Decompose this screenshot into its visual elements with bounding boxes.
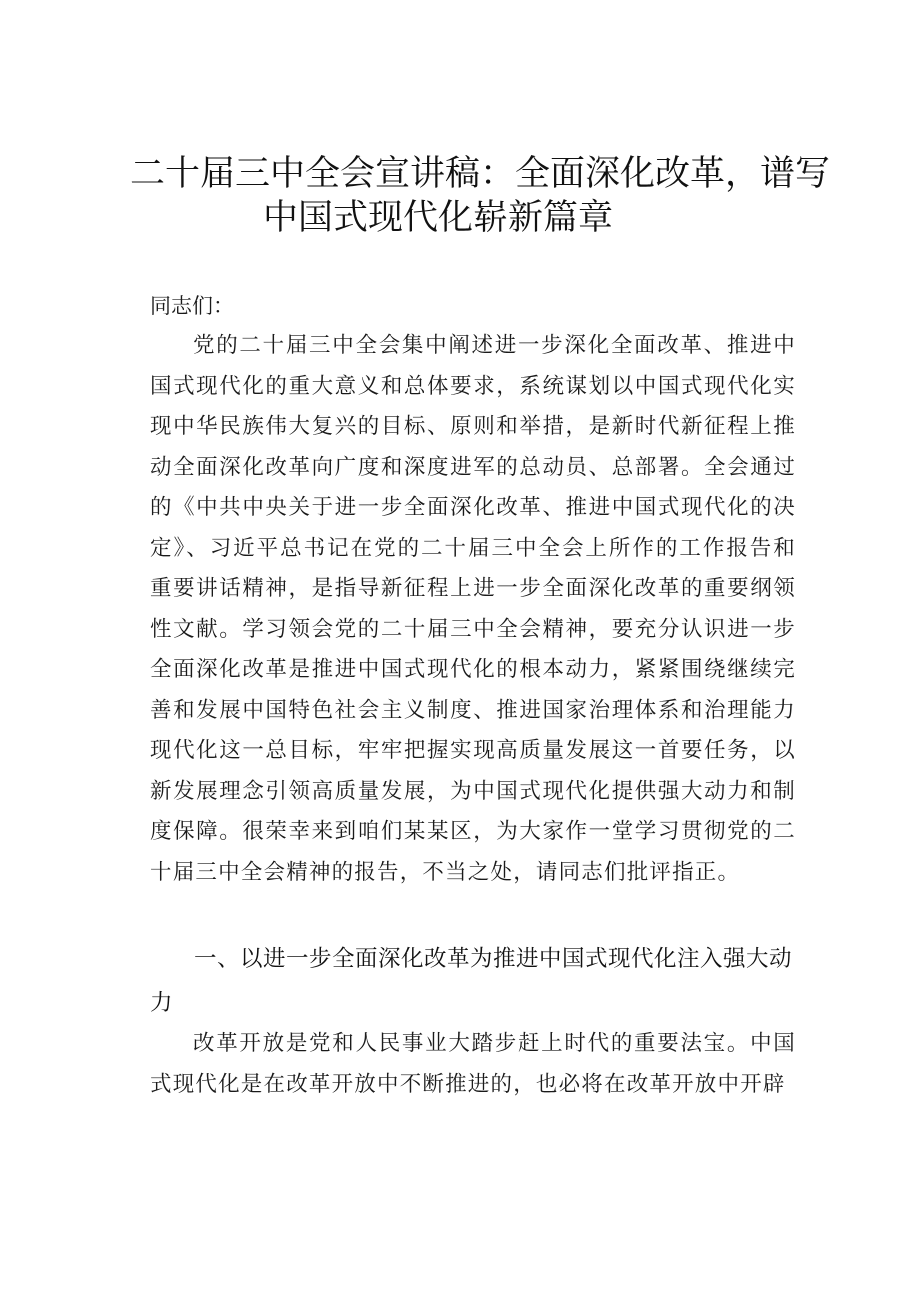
paragraph-section-1: 改革开放是党和人民事业大踏步赶上时代的重要法宝。中国式现代化是在改革开放中不断推进的，也必将在改革开放中开辟 — [150, 1031, 796, 1097]
title-line-2: 中国式现代化崭新篇章 — [263, 198, 614, 238]
greeting: 同志们： — [150, 294, 234, 318]
title-line-1: 二十届三中全会宣讲稿：全面深化改革，谱写 — [129, 154, 830, 194]
paragraph-intro: 党的二十届三中全会集中阐述进一步深化全面改革、推进中国式现代化的重大意义和总体要求，系统谋划以中国式现代化实现中华民族伟大复兴的目标、原则和举措，是新时代新征程上推动全面深化改革向广度和深度进军的总动员、总部署。全会通过的《中共中央关于进一步全面深化改革、推进中国式现代化的决定》、习近平总书记在党的二十届三中全会上所作的工作报告和重要讲话精神，是指导新征程上进一步全面深化改革的重要纲领性文献。学习领会党的二十届三中全会精神，要充分认识进一步全面深化改革是推进中国式现代化的根本动力，紧紧围绕继续完善和发展中国特色社会主义制度、推进国家治理体系和治理能力现代化这一总目标，牢牢把握实现高质量发展这一首要任务，以新发展理念引领高质量发展，为中国式现代化提供强大动力和制度保障。很荣幸来到咱们某某区，为大家作一堂学习贯彻党的二十届三中全会精神的报告，不当之处，请同志们批评指正。 — [150, 333, 796, 885]
section-heading-1: 一、以进一步全面深化改革为推进中国式现代化注入强大动力 — [150, 946, 793, 1016]
document-title — [110, 152, 850, 240]
